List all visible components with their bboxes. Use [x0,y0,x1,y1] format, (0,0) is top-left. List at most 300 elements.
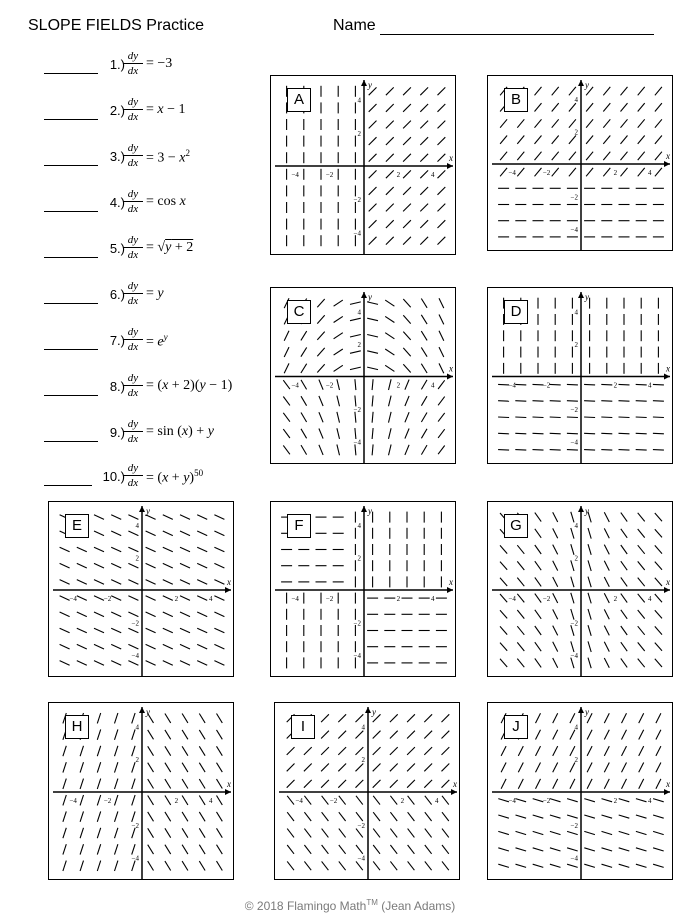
slope-segment [638,119,645,127]
slope-segment [438,121,446,129]
answer-blank[interactable] [44,257,98,258]
x-tick-label: 4 [648,169,652,177]
answer-blank[interactable] [44,349,98,350]
slope-segment [515,450,526,451]
y-tick-label: −2 [131,821,139,830]
equation-rhs: = √y + 2 [146,240,194,255]
slope-segment [304,780,312,788]
slope-segment [500,119,507,127]
slope-segment [372,412,373,423]
x-axis-arrow [664,161,670,167]
slope-segment [588,577,591,588]
slope-segment [498,450,509,451]
slope-segment [128,628,138,633]
slope-segment [636,799,647,802]
slope-segment [319,429,323,439]
slope-segment [334,333,343,339]
slope-segment [636,384,647,385]
slope-segment [533,815,544,818]
x-axis-label: x [449,577,453,587]
slope-segment [500,545,507,553]
slope-segment [80,779,83,789]
slope-segment [389,396,392,407]
slope-segment [60,628,70,633]
slope-segment [287,796,294,805]
slope-segment [602,864,613,867]
slope-segment [536,713,541,723]
slope-segment [498,848,509,851]
slope-segment [283,413,290,422]
slope-segment [535,642,541,651]
y-tick-label: 4 [357,96,361,105]
slope-segment [405,445,409,455]
problem-5 [44,234,274,264]
slope-segment [553,626,558,636]
answer-blank[interactable] [44,211,98,212]
slope-segment [439,315,444,325]
slope-segment [569,136,576,144]
slope-segment [369,137,377,145]
slope-segment [421,299,427,308]
slope-segment [500,643,507,651]
slope-segment [60,547,70,552]
x-axis-arrow [447,163,453,169]
y-axis-label: y [585,80,589,90]
slope-segment [535,529,541,538]
slope-segment [424,714,432,722]
slope-segment [301,347,307,356]
problem-10 [44,462,274,492]
slope-segment [350,335,361,338]
slope-segment [337,412,340,423]
slope-segment [438,446,445,455]
slope-segment [403,154,411,162]
slope-segment [550,799,561,802]
slope-segment [214,563,224,568]
slope-segment [567,799,578,802]
slope-segment [567,450,578,451]
slope-segment [386,154,394,162]
slope-segment [586,152,593,160]
slope-segment [163,596,173,601]
slope-segment [405,429,409,439]
slope-segment [639,763,644,773]
slope-segment [321,714,329,722]
slope-segment [63,746,66,756]
slope-segment [438,154,446,162]
slope-segment [407,764,415,772]
slope-segment [622,746,627,756]
y-axis-arrow [578,80,584,86]
slope-segment [604,626,609,636]
slope-segment [639,779,644,789]
slope-field-a [270,75,456,255]
slope-segment [304,812,311,821]
slope-segment [80,746,83,756]
slope-segment [60,612,70,617]
slope-segment [115,795,118,805]
y-axis-arrow [139,707,145,713]
slope-segment [111,531,121,536]
field-letter-i: I [291,715,315,739]
slope-segment [536,763,541,773]
slope-segment [60,563,70,568]
slope-segment [604,746,609,756]
slope-segment [390,764,398,772]
slope-segment [421,396,427,406]
slope-segment [390,845,397,854]
slope-segment [217,812,223,821]
slope-segment [420,237,428,245]
slope-segment [287,812,294,821]
slope-segment [283,380,290,389]
slope-segment [550,417,561,418]
slope-segment [553,713,558,723]
slope-segment [584,384,595,385]
slope-segment [636,864,647,867]
slope-segment [638,545,645,554]
slope-segment [367,302,378,305]
slope-segment [602,815,613,818]
slope-segment [199,845,205,854]
y-tick-label: 2 [574,128,578,137]
slope-segment [407,747,415,755]
answer-blank[interactable] [44,395,98,396]
slope-segment [356,829,363,838]
slope-segment [338,731,346,739]
slope-segment [97,811,100,821]
slope-segment [214,628,224,633]
slope-segment [111,661,121,666]
y-axis-label: y [368,80,372,90]
x-tick-label: 2 [396,171,401,179]
slope-segment [304,861,311,870]
slope-segment [146,580,156,585]
slope-segment [94,644,104,649]
equation-rhs: = x − 1 [146,102,186,117]
slope-segment [655,562,662,570]
y-axis-arrow [361,292,367,298]
slope-segment [570,746,575,756]
slope-segment [373,829,380,838]
answer-blank[interactable] [44,303,98,304]
slope-segment [638,561,645,570]
slope-segment [356,845,363,854]
slope-segment [553,593,558,603]
slope-segment [515,417,526,418]
slope-segment [287,861,294,870]
slope-segment [535,136,542,144]
slope-segment [301,445,307,455]
slope-segment [163,547,173,552]
y-tick-label: −4 [570,225,578,234]
y-tick-label: 4 [357,522,361,531]
problem-number: 3.) [109,149,125,164]
x-tick-label: 4 [431,595,435,603]
slope-segment [217,828,223,837]
slope-segment [128,515,138,520]
slope-segment [408,861,415,870]
slope-segment [438,187,446,195]
slope-segment [214,596,224,601]
slope-segment [621,658,627,667]
answer-blank[interactable] [44,441,98,442]
slope-segment [338,780,346,788]
slope-segment [442,796,449,805]
slope-segment [550,450,561,451]
slope-segment [115,746,118,756]
y-tick-label: −4 [570,651,578,660]
slope-segment [442,764,450,772]
slope-segment [146,661,156,666]
slope-segment [425,829,432,838]
slope-segment [132,811,135,821]
slope-segment [217,861,223,870]
slope-segment [588,593,591,604]
equation-rhs: = y [146,286,164,301]
slope-segment [619,417,630,418]
problem-1 [44,50,274,80]
slope-segment [146,596,156,601]
y-axis-arrow [578,506,584,512]
slope-segment [199,763,205,772]
slope-segment [163,628,173,633]
slope-segment [584,848,595,851]
slope-segment [621,626,627,635]
slope-segment [163,644,173,649]
y-tick-label: 4 [574,522,578,531]
slope-segment [604,512,609,522]
slope-segment [621,545,627,554]
slope-segment [217,714,223,723]
slope-segment [656,763,661,773]
slope-segment [386,204,394,212]
slope-segment [199,779,205,788]
slope-segment [588,625,591,636]
slope-segment [569,119,576,127]
slope-segment [420,87,428,95]
slope-segment [603,103,610,111]
slope-segment [115,828,118,838]
answer-blank[interactable] [44,73,98,74]
slope-segment [301,429,307,439]
slope-segment [553,512,558,522]
slope-segment [500,562,507,570]
slope-segment [587,730,592,740]
slope-segment [569,103,576,111]
slope-segment [97,779,100,789]
answer-blank[interactable] [44,165,98,166]
slope-field-f [270,501,456,677]
slope-segment [517,578,524,587]
y-tick-label: 4 [574,96,578,105]
x-tick-label: −2 [325,381,334,390]
slope-segment [438,170,446,178]
x-tick-label: −2 [542,169,551,177]
slope-segment [284,331,289,341]
dy-dx-fraction: $\frac{dy}{dx}$ [123,280,143,307]
slope-segment [132,713,135,723]
slope-segment [301,396,307,406]
x-tick-label: 2 [396,381,401,390]
slope-segment [621,168,628,176]
y-tick-label: 2 [135,554,139,563]
slope-segment [438,397,445,406]
slope-segment [199,714,205,723]
slope-segment [77,612,87,617]
x-tick-label: −4 [508,595,516,603]
slope-segment [338,747,346,755]
slope-segment [621,103,628,111]
x-tick-label: −4 [295,797,303,805]
slope-segment [636,831,647,834]
slope-segment [587,746,592,756]
x-tick-label: −4 [508,797,516,805]
slope-segment [197,661,207,666]
x-tick-label: 2 [613,797,618,805]
slope-segment [373,861,380,870]
slope-segment [77,661,87,666]
slope-segment [356,731,364,739]
slope-segment [619,401,630,402]
slope-segment [420,121,428,129]
slope-segment [587,779,592,789]
slope-segment [535,152,542,160]
slope-segment [535,168,542,176]
slope-segment [80,828,83,838]
y-tick-label: −2 [131,619,139,628]
x-axis-label: x [666,577,670,587]
slope-segment [373,812,380,821]
slope-segment [442,780,450,788]
slope-segment [498,799,509,802]
slope-segment [639,730,644,740]
answer-blank[interactable] [44,119,98,120]
y-axis-arrow [365,707,371,713]
slope-segment [421,364,427,373]
slope-segment [653,799,664,802]
y-axis-label: y [585,707,589,717]
slope-segment [653,450,664,451]
dy-dx-fraction: $\frac{dy}{dx}$ [123,418,143,445]
y-axis-label: y [585,292,589,302]
y-tick-label: 4 [574,308,578,317]
field-letter-g: G [504,514,528,538]
slope-segment [588,544,591,555]
slope-segment [321,764,329,772]
slope-segment [500,578,507,586]
slope-segment [498,401,509,402]
x-tick-label: 4 [209,797,213,805]
x-tick-label: −2 [325,595,334,603]
equation-rhs: = −3 [146,56,173,71]
slope-segment [403,299,410,307]
slope-segment [407,731,415,739]
slope-segment [533,831,544,834]
slope-segment [132,746,135,756]
slope-segment [535,626,541,635]
slope-segment [165,730,171,739]
slope-segment [535,119,542,127]
dy-dx-fraction: $\frac{dy}{dx}$ [123,50,143,77]
slope-segment [283,445,290,454]
slope-segment [621,577,627,586]
slope-segment [373,796,380,805]
slope-segment [334,300,343,306]
slope-segment [638,578,645,587]
slope-segment [146,628,156,633]
slope-segment [403,170,411,178]
y-tick-label: 2 [357,340,361,349]
slope-field-d [487,287,673,464]
slope-segment [553,730,558,740]
slope-segment [304,796,311,805]
slope-segment [442,731,450,739]
slope-segment [602,799,613,802]
x-tick-label: 4 [648,595,652,603]
slope-segment [403,87,411,95]
slope-segment [199,812,205,821]
slope-segment [517,659,524,668]
slope-segment [586,103,593,111]
slope-segment [498,417,509,418]
slope-segment [517,152,524,160]
answer-blank[interactable] [44,485,92,486]
slope-segment [182,845,188,854]
slope-segment [182,763,188,772]
slope-segment [604,730,609,740]
slope-segment [500,168,507,176]
slope-segment [515,401,526,402]
slope-segment [182,730,188,739]
slope-segment [372,428,373,439]
slope-segment [180,515,190,520]
slope-segment [372,444,373,455]
slope-segment [367,367,378,370]
slope-segment [146,644,156,649]
slope-segment [128,596,138,601]
slope-segment [533,864,544,867]
slope-segment [550,831,561,834]
slope-segment [148,796,154,805]
slope-segment [80,762,83,772]
slope-segment [60,596,70,601]
slope-segment [350,318,361,321]
slope-segment [111,644,121,649]
slope-segment [356,796,363,805]
slope-segment [322,812,329,821]
slope-segment [571,641,574,652]
slope-segment [442,747,450,755]
slope-segment [550,848,561,851]
problem-2 [44,96,274,126]
slope-segment [390,714,398,722]
slope-segment [569,168,576,176]
slope-segment [570,779,575,789]
slope-segment [636,815,647,818]
name-input-line[interactable] [380,34,654,35]
slope-segment [214,515,224,520]
slope-segment [604,713,609,723]
slope-segment [337,428,340,439]
y-axis-label: y [146,506,150,516]
slope-segment [287,780,295,788]
slope-segment [77,644,87,649]
x-axis-label: x [666,151,670,161]
slope-segment [386,220,394,228]
slope-segment [535,561,541,570]
slope-segment [163,580,173,585]
